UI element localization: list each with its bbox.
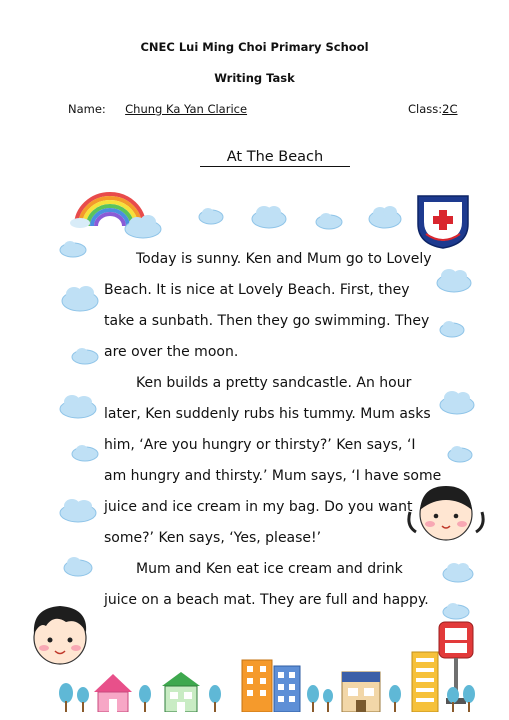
story-line: are over the moon. xyxy=(104,344,239,360)
story-line: later, Ken suddenly rubs his tummy. Mum asks xyxy=(104,406,431,422)
name-value: Chung Ka Yan Clarice xyxy=(125,102,248,116)
tree-icon xyxy=(208,684,222,712)
tree-icon xyxy=(138,684,152,712)
orange-building-icon xyxy=(240,656,274,712)
cloud-icon xyxy=(441,560,475,584)
story-line: Mum and Ken eat ice cream and drink xyxy=(136,561,403,577)
school-badge-logo xyxy=(414,190,472,250)
cloud-icon xyxy=(70,442,100,462)
cloud-icon xyxy=(70,345,100,365)
tree-icon xyxy=(388,684,402,712)
cloud-icon xyxy=(58,496,98,524)
tree-icon xyxy=(322,688,334,712)
cloud-icon xyxy=(438,318,466,338)
boy-face-illustration xyxy=(24,600,96,670)
story-line: him, ‘Are you hungry or thirsty?’ Ken says, ‘I xyxy=(104,437,416,453)
cloud-icon xyxy=(438,388,476,416)
name-label: Name: xyxy=(68,102,106,116)
story-line: Today is sunny. Ken and Mum go to Lovely xyxy=(136,251,432,267)
cloud-icon xyxy=(58,238,88,258)
shop-building-icon xyxy=(340,670,382,712)
tree-icon xyxy=(446,686,460,712)
story-line: some?’ Ken says, ‘Yes, please!’ xyxy=(104,530,322,546)
class-row xyxy=(408,102,476,116)
story-line: am hungry and thirsty.’ Mum says, ‘I have some xyxy=(104,468,442,484)
school-name: CNEC Lui Ming Choi Primary School xyxy=(140,40,369,54)
story-line: Beach. It is nice at Lovely Beach. First, they xyxy=(104,282,410,298)
green-house-icon xyxy=(160,670,202,712)
class-label: Class: xyxy=(408,102,443,116)
tree-icon xyxy=(306,684,320,712)
story-line: juice on a beach mat. They are full and happy. xyxy=(104,592,429,608)
cloud-icon xyxy=(123,213,163,239)
pink-house-icon xyxy=(92,672,134,712)
cloud-icon xyxy=(446,443,474,463)
cloud-icon xyxy=(314,210,344,230)
cloud-icon xyxy=(58,392,98,420)
cloud-icon xyxy=(60,283,100,313)
yellow-tower-icon xyxy=(410,650,440,712)
tree-icon xyxy=(58,682,74,712)
cloud-icon xyxy=(441,600,471,620)
story-line: juice and ice cream in my bag. Do you want xyxy=(104,499,413,515)
tree-icon xyxy=(76,686,90,712)
cloud-icon xyxy=(62,555,94,577)
name-row xyxy=(68,102,253,116)
story-line: take a sunbath. Then they go swimming. They xyxy=(104,313,430,329)
cloud-icon xyxy=(197,205,225,225)
blue-building-icon xyxy=(272,664,302,712)
class-value: 2C xyxy=(442,102,458,116)
cloud-icon xyxy=(367,203,403,229)
girl-face-illustration xyxy=(406,478,486,544)
story-title: At The Beach xyxy=(200,148,350,167)
cloud-icon xyxy=(250,203,288,229)
tree-icon xyxy=(462,684,476,712)
story-line: Ken builds a pretty sandcastle. An hour xyxy=(136,375,412,391)
cloud-icon xyxy=(435,266,473,294)
task-title: Writing Task xyxy=(214,71,295,85)
